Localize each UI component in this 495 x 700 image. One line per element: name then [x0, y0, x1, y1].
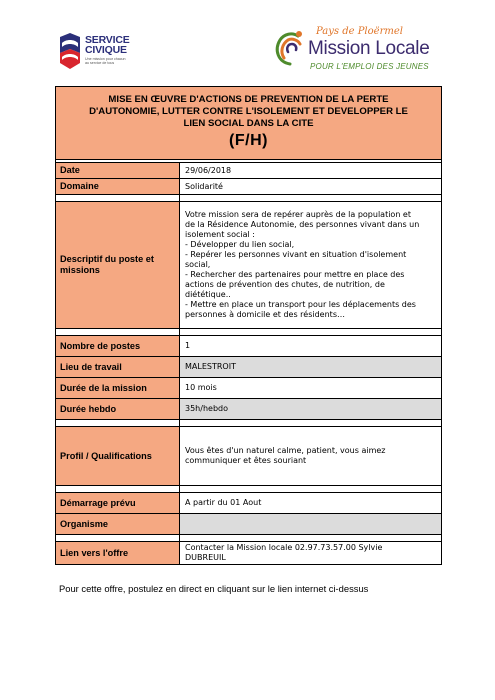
row-value: 10 mois: [180, 378, 441, 398]
row-value: 35h/hebdo: [180, 399, 441, 419]
descriptif-line: - Rechercher des partenaires pour mettre en place des: [185, 270, 405, 279]
descriptif-line: social,: [185, 260, 211, 269]
row-gap: [56, 420, 441, 427]
service-civique-line1: SERVICE: [85, 34, 130, 46]
offer-title: [56, 87, 441, 130]
mission-locale-pays: Pays de Ploërmel: [316, 26, 403, 37]
descriptif-line: actions de prévention des chutes, de nutrition, de: [185, 280, 385, 289]
row-duree-mission: [56, 378, 441, 399]
mission-locale-slogan: POUR L'EMPLOI DES JEUNES: [310, 62, 429, 71]
offer-title-box: [56, 87, 441, 160]
row-value-link[interactable]: [180, 542, 441, 564]
service-civique-tagline: Une mission pour chacun au service de tous: [85, 57, 126, 65]
row-descriptif: [56, 202, 441, 329]
profil-line: communiquer et êtes souriant: [185, 456, 307, 465]
lien-line[interactable]: Contacter la Mission locale 02.97.73.57.00 Sylvie: [185, 543, 383, 552]
descriptif-line: diététique..: [185, 290, 231, 299]
row-gap: [56, 486, 441, 493]
row-label: Profil / Qualifications: [56, 427, 180, 485]
descriptif-line: - Mettre en place un transport pour les déplacements des: [185, 300, 416, 309]
row-lien: [56, 542, 441, 564]
row-label: Durée de la mission: [56, 378, 180, 398]
descriptif-line: - Développer du lien social,: [185, 240, 295, 249]
service-civique-line2: CIVIQUE: [85, 44, 127, 56]
row-value: Solidarité: [180, 179, 441, 194]
row-gap: [56, 195, 441, 202]
offer-title-line: D'AUTONOMIE, LUTTER CONTRE L'ISOLEMENT ET DEVELOPPER LE: [89, 106, 408, 117]
service-civique-logo: [56, 30, 130, 72]
descriptif-line: Votre mission sera de repérer auprès de la population et: [185, 210, 411, 219]
row-gap: [56, 535, 441, 542]
footer-note: Pour cette offre, postulez en direct en cliquant sur le lien internet ci-dessus: [59, 583, 369, 594]
row-value: [180, 514, 441, 534]
offer-gender: (F/H): [229, 132, 268, 149]
row-nombre-postes: [56, 336, 441, 357]
row-label: Démarrage prévu: [56, 493, 180, 513]
row-label: Date: [56, 163, 180, 178]
row-domaine: [56, 179, 441, 195]
row-value: [180, 202, 441, 328]
row-profil: [56, 427, 441, 486]
row-value: MALESTROIT: [180, 357, 441, 377]
descriptif-line: isolement social :: [185, 230, 255, 239]
descriptif-line: - Repérer les personnes vivant en situation d'isolement: [185, 250, 407, 259]
offer-table: [55, 86, 442, 565]
row-gap: [56, 329, 441, 336]
offer-title-line: LIEN SOCIAL DANS LA CITE: [183, 118, 314, 129]
service-civique-wordmark: [85, 35, 130, 55]
row-date: [56, 163, 441, 179]
row-label: Organisme: [56, 514, 180, 534]
offer-title-line: MISE EN ŒUVRE D'ACTIONS DE PREVENTION DE LA PERTE: [108, 94, 389, 105]
row-label: Lien vers l'offre: [56, 542, 180, 564]
row-label: Domaine: [56, 179, 180, 194]
row-value: A partir du 01 Aout: [180, 493, 441, 513]
profil-line: Vous êtes d'un naturel calme, patient, vous aimez: [185, 446, 386, 455]
row-duree-hebdo: [56, 399, 441, 420]
descriptif-line: personnes à domicile et des résidents…: [185, 310, 345, 319]
row-label: Durée hebdo: [56, 399, 180, 419]
lien-line[interactable]: DUBREUIL: [185, 553, 226, 562]
mission-locale-logo: [272, 26, 444, 74]
row-value: 1: [180, 336, 441, 356]
row-lieu: [56, 357, 441, 378]
descriptif-line: de la Résidence Autonomie, des personnes vivant dans un: [185, 220, 420, 229]
row-label: Lieu de travail: [56, 357, 180, 377]
row-label: Descriptif du poste et missions: [56, 202, 180, 328]
row-value: 29/06/2018: [180, 163, 441, 178]
mission-locale-swirl-icon: [272, 28, 306, 68]
row-organisme: [56, 514, 441, 535]
mission-locale-title: Mission Locale: [308, 38, 430, 59]
service-civique-mark-icon: [56, 33, 82, 69]
row-value: [180, 427, 441, 485]
row-demarrage: [56, 493, 441, 514]
row-label: Nombre de postes: [56, 336, 180, 356]
